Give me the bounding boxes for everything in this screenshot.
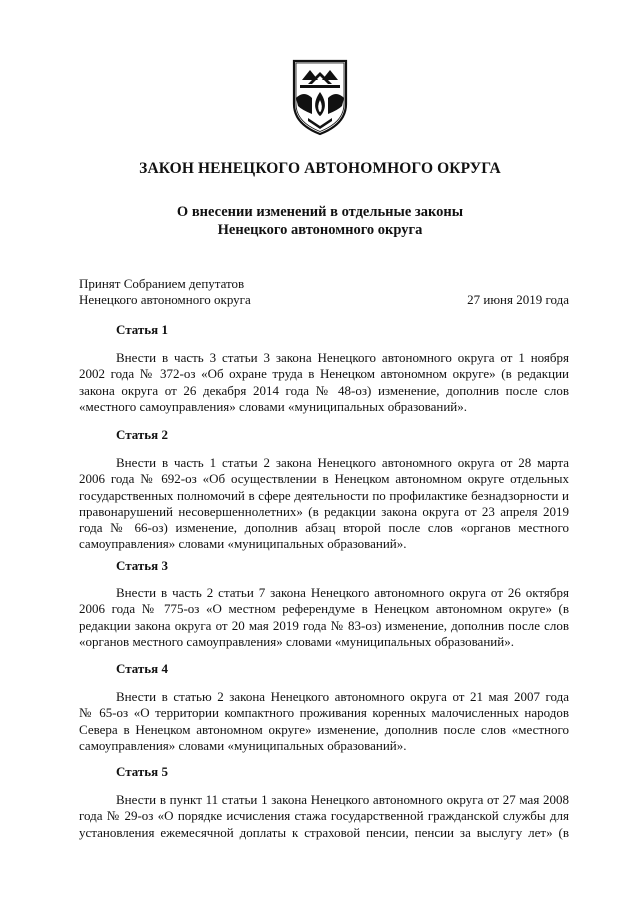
article-line: «органов местного самоуправления» словами «муниципальных образований». bbox=[79, 633, 514, 649]
article-line: установления ежемесячной доплаты к страховой пенсии, пенсии за выслугу лет» (в bbox=[79, 824, 569, 840]
adoption-block bbox=[79, 276, 569, 308]
subtitle-line-2: Ненецкого автономного округа bbox=[217, 222, 423, 238]
adoption-line-2: Ненецкого автономного округа bbox=[79, 292, 251, 307]
article-line: Внести в пункт 11 статьи 1 закона Ненецкого автономного округа от 27 мая 2008 bbox=[116, 792, 569, 807]
article-line: государственных полномочий в сфере деятельности по профилактике безнадзорности и bbox=[79, 487, 569, 503]
article-line: закона округа от 26 декабря 2014 года № 48-оз) изменение, дополнив после слов bbox=[79, 382, 569, 398]
article-line: самоуправления» словами «муниципальных образований». bbox=[79, 737, 407, 753]
article-heading: Статья 3 bbox=[116, 558, 168, 573]
article-line: года № 66-оз) изменение, дополнив абзац второй после слов «органов местного bbox=[79, 520, 569, 536]
article-line: Внести в статью 2 закона Ненецкого автономного округа от 21 мая 2007 года bbox=[116, 689, 569, 704]
article-heading: Статья 5 bbox=[116, 764, 168, 779]
article-body bbox=[79, 350, 569, 415]
subtitle-line-1: О внесении изменений в отдельные законы bbox=[176, 204, 464, 220]
article-line: № 65-оз «О территории компактного проживания коренных малочисленных народов bbox=[79, 705, 569, 721]
article-line: 2002 года № 372-оз «Об охране труда в Ненецком автономном округе» (в редакции bbox=[79, 366, 569, 382]
law-subtitle bbox=[0, 203, 640, 239]
article-line: самоуправления» словами «муниципальных образований». bbox=[79, 536, 407, 552]
article-heading: Статья 1 bbox=[116, 322, 168, 337]
article-line: Внести в часть 1 статьи 2 закона Ненецкого автономного округа от 28 марта bbox=[116, 455, 569, 470]
article-line: редакции закона округа от 20 мая 2019 года № 83-оз) изменение, дополнив после слов bbox=[79, 617, 569, 633]
article-line: Внести в часть 3 статьи 3 закона Ненецкого автономного округа от 1 ноября bbox=[116, 350, 569, 365]
adoption-line-1: Принят Собранием депутатов bbox=[79, 276, 245, 291]
law-title: ЗАКОН НЕНЕЦКОГО АВТОНОМНОГО ОКРУГА bbox=[139, 160, 501, 177]
article-heading: Статья 4 bbox=[116, 661, 168, 676]
article-body bbox=[79, 792, 569, 841]
article-body bbox=[79, 585, 569, 650]
article-line: Севера в Ненецком автономном округе» изменение, дополнив после слов «местного bbox=[79, 721, 569, 737]
article-body bbox=[79, 455, 569, 553]
article-body bbox=[79, 689, 569, 754]
article-line: года № 29-оз «О порядке исчисления стажа государственной гражданской службы для bbox=[79, 808, 569, 824]
article-line: «местного самоуправления» словами «муниципальных образований». bbox=[79, 398, 467, 414]
article-line: 2006 года № 692-оз «Об осуществлении в Ненецком автономном округе отдельных bbox=[79, 471, 569, 487]
coat-of-arms-emblem bbox=[290, 58, 350, 136]
article-line: правонарушений несовершеннолетних» (в редакции закона округа от 23 апреля 2019 bbox=[79, 503, 569, 519]
article-heading: Статья 2 bbox=[116, 427, 168, 442]
article-line: 2006 года № 775-оз «О местном референдуме в Ненецком автономном округе» (в bbox=[79, 601, 569, 617]
article-line: Внести в часть 2 статьи 7 закона Ненецкого автономного округа от 26 октября bbox=[116, 585, 569, 600]
adoption-date: 27 июня 2019 года bbox=[467, 292, 569, 307]
